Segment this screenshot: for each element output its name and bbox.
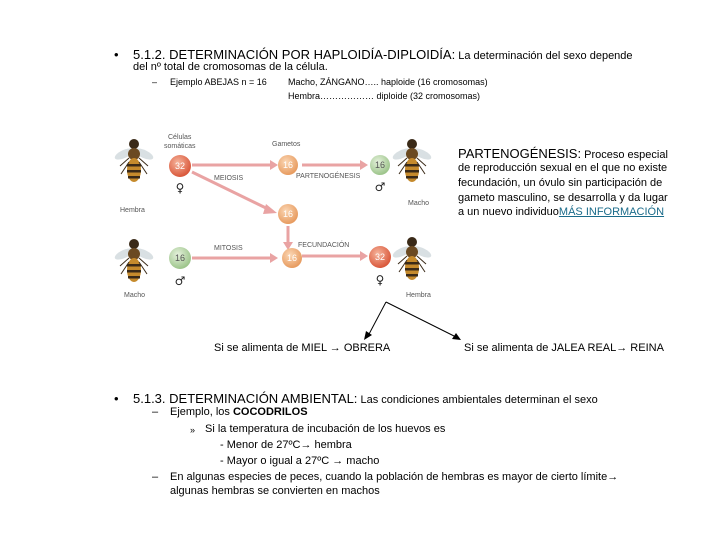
label-16-male-somatic: 16 (174, 253, 186, 263)
bullet-2: • (114, 391, 119, 406)
fish-line-1: En algunas especies de peces, cuando la población de hembras es mayor de cierto límite→ (170, 471, 619, 483)
label-16-gamete: 16 (282, 160, 294, 170)
male-symbol-right: ♂ (374, 180, 386, 194)
label-partenogenesis: PARTENOGÉNESIS (296, 173, 361, 180)
partenogenesis-heading: PARTENOGÉNESIS: (458, 146, 582, 161)
feeding-miel: Si se alimenta de MIEL → OBRERA (214, 342, 391, 354)
sub-bullet: » (190, 425, 196, 435)
feeding-branch-arrows (300, 300, 470, 346)
partenogenesis-line3: fecundación, un óvulo sin participación de (458, 177, 663, 189)
label-somaticas: somáticas (164, 143, 196, 150)
section-1-line2: del nº total de cromosomas de la célula. (133, 61, 328, 73)
label-gametos: Gametos (272, 141, 301, 148)
label-hembra-left: Hembra (120, 207, 145, 214)
label-mitosis: MITOSIS (214, 245, 243, 252)
partenogenesis-heading-line (458, 145, 668, 163)
label-32-female: 32 (374, 252, 386, 262)
partenogenesis-line1: Proceso especial (581, 149, 668, 161)
label-32-somatic: 32 (174, 161, 186, 171)
feeding-jalea: Si se alimenta de JALEA REAL→ REINA (464, 342, 664, 354)
male-drone-line: Macho, ZÁNGANO….. haploide (16 cromosomas) (288, 77, 488, 87)
label-16-male: 16 (374, 160, 386, 170)
bullet: • (114, 47, 119, 62)
temp-over-27: - Mayor o igual a 27ºC → macho (220, 455, 380, 467)
arrow-to-jalea (386, 302, 456, 337)
arrow-to-miel (368, 302, 386, 336)
female-line: Hembra……………… diploide (32 cromosomas) (288, 91, 481, 101)
label-fecundacion: FECUNDACIÓN (298, 242, 350, 249)
bee-example-prefix: Ejemplo ABEJAS n = 16 (170, 77, 267, 87)
bee-female-right (391, 237, 433, 280)
dash-2: – (152, 406, 159, 418)
section-1-title-heading: 5.1.2. DETERMINACIÓN POR HAPLOIDÍA-DIPLOIDÍA: (133, 47, 456, 62)
temp-less-27: - Menor de 27ºC→ hembra (220, 439, 352, 451)
label-16-gamete-2: 16 (282, 209, 294, 219)
partenogenesis-line5-row (458, 206, 664, 218)
section-2-title-heading: 5.1.3. DETERMINACIÓN AMBIENTAL: (133, 391, 358, 406)
label-hembra-right: Hembra (406, 292, 431, 299)
crocodile-example-bold: COCODRILOS (232, 406, 308, 418)
partenogenesis-line4: gameto masculino, se desarrolla y da lugar (458, 192, 668, 204)
label-celulas: Células (168, 134, 192, 141)
bee-male-left (113, 239, 155, 282)
partenogenesis-line2: de reproducción sexual en el que no existe (458, 162, 668, 174)
label-macho-right: Macho (408, 200, 430, 207)
bee-female-left (113, 139, 155, 182)
label-meiosis: MEIOSIS (214, 175, 244, 182)
haplodiploidy-diagram (110, 128, 450, 304)
female-symbol-left: ♀ (175, 181, 185, 195)
male-symbol-left: ♂ (174, 274, 186, 288)
dash: – (152, 77, 158, 87)
dash-3: – (152, 471, 159, 483)
partenogenesis-line5: a un nuevo individuo (458, 206, 559, 218)
crocodile-example-prefix: Ejemplo, los (170, 406, 233, 418)
section-2-title-rest: Las condiciones ambientales determinan el sexo (357, 394, 598, 406)
section-1-title-rest: La determinación del sexo depende (455, 50, 633, 62)
label-16-sperm: 16 (286, 253, 298, 263)
more-info-link[interactable]: MÁS INFORMACIÓN (558, 206, 665, 218)
female-symbol-right: ♀ (375, 273, 385, 287)
bee-male-right (391, 139, 433, 182)
incubation-text: Si la temperatura de incubación de los huevos es (205, 423, 446, 435)
label-macho-left: Macho (124, 292, 146, 299)
fish-line-2: algunas hembras se convierten en machos (170, 485, 380, 497)
crocodile-example (170, 406, 308, 418)
